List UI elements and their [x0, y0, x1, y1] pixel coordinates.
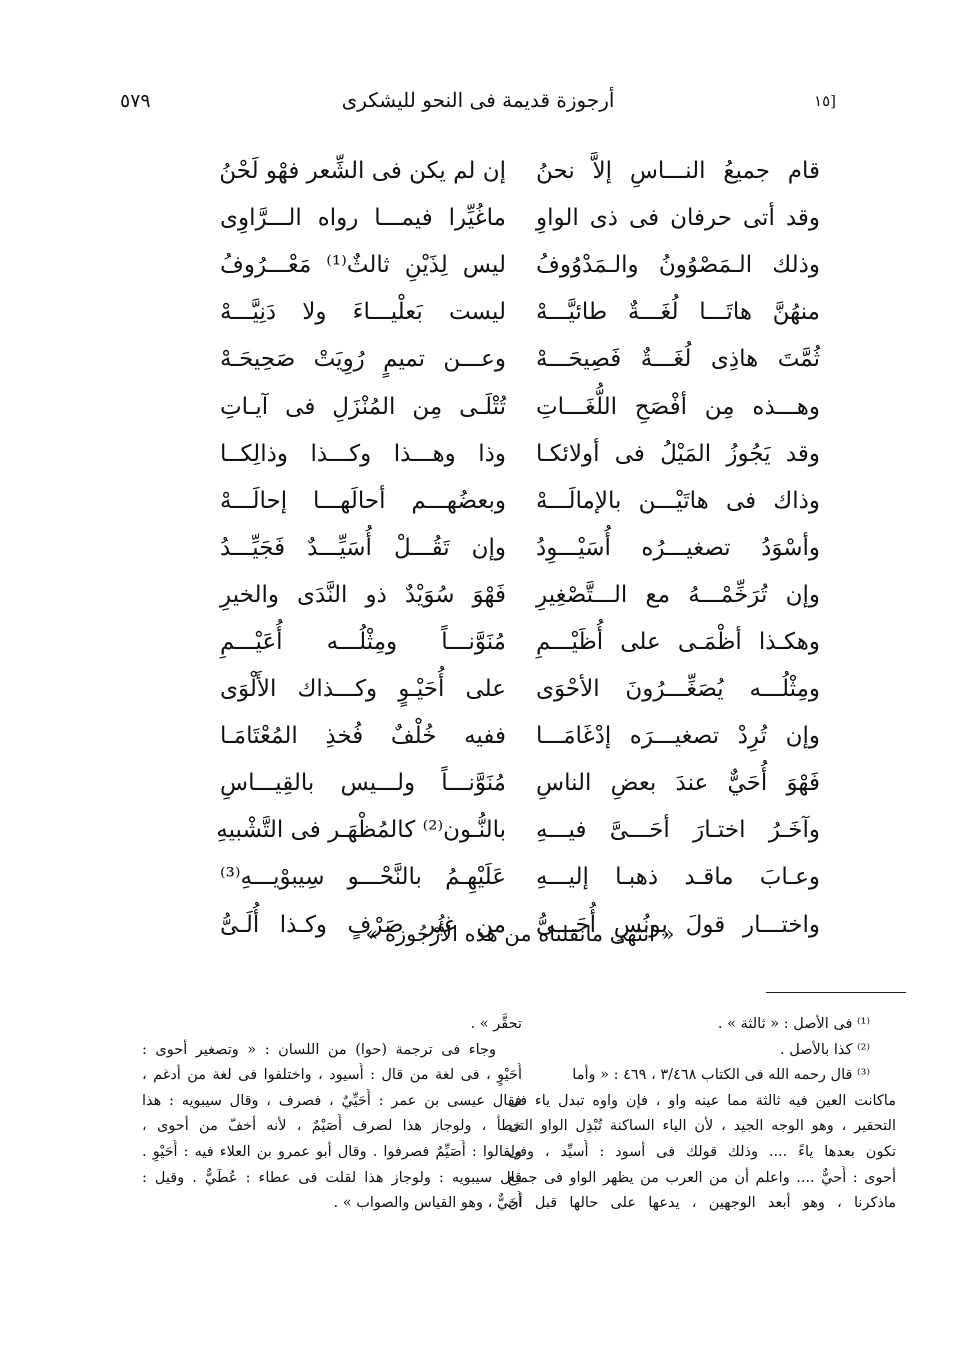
second-hemistich: من غير صَرْفٍ وكـذا أُلَـىُّ	[220, 911, 506, 938]
footnote-line: وجاء فى ترجمة (حوا) من اللسان : « وتصغير أحوى :	[142, 1041, 496, 1058]
running-header	[120, 88, 836, 118]
second-hemistich: تُتْلَـى مِن المُنْزَلِ فى آيـاتِ	[220, 393, 506, 420]
second-hemistich: وإن تَقُـــلْ أُسَيِّـــدٌ فَجَيِّـــدُ	[220, 534, 506, 561]
verse-row	[220, 289, 820, 336]
first-hemistich: واختـــار قولَ يونُسٍ أُحَـــىُّ	[536, 911, 820, 938]
first-hemistich: ومِثْلُـــه يُصَغِّـــرُونَ الأحْوَى	[536, 676, 820, 703]
footnote-line: أُحَيٌّ ، وهو القياس والصواب » .	[333, 1195, 522, 1212]
second-hemistich: إن لم يكن فى الشِّعر فهْو لَحْنُ	[219, 158, 506, 185]
verse-row	[220, 383, 820, 430]
second-hemistich: وبعضُهـــم أحالَهـــا إحالَـــهْ	[220, 487, 506, 514]
footnote-line: ماكانت العين فيه ثالثة مما عينه واو ، فإن واوه تبدل ياء فى	[508, 1092, 896, 1109]
first-hemistich: وإن تُرَخِّمْـــهُ مع الـــتَّصْغِيرِ	[536, 581, 820, 608]
first-hemistich: وآخَـرُ اختـارَ أحَـــىَّ فيـــهِ	[536, 817, 820, 844]
verse-row	[220, 195, 820, 242]
second-hemistich: ليست بَعلْيـــاءَ ولا دَنِيَّـــهْ	[220, 299, 506, 326]
footnote-line: التحقير ، وهو الوجه الجيد ، لأن الياء الساكنة تُبْدِل الواو التى	[508, 1118, 896, 1135]
footnote-line: ⁽¹⁾ فى الأصل : « ثالثة » .	[717, 1016, 870, 1032]
first-hemistich: فَهْوَ أُحَيٌّ عندَ بعضِ الناسِ	[536, 770, 820, 797]
poem-verses	[216, 148, 820, 949]
running-title: أرجوزة قديمة فى النحو لليشكرى	[341, 88, 615, 112]
footnote-line: تحقَّر » .	[470, 1016, 522, 1032]
verse-row	[220, 666, 820, 713]
footnote-line: ⁽³⁾ قال رحمه الله فى الكتاب ٣/٤٦٨ ، ٤٦٩ : « وأما	[572, 1067, 870, 1084]
verse-row	[220, 336, 820, 383]
footnote-line: ولقالوا : أُصَيِّمٌ فصرفوا . وقال أبو عمرو بن العلاء فيه : أُحَيْوِ .	[142, 1143, 522, 1160]
verse-row	[220, 242, 820, 289]
footnote-line: قال سيبويه : ولوجاز هذا لقلت فى عطاء : عُطَيٌّ . وقيل :	[142, 1169, 522, 1186]
verse-row	[220, 619, 820, 666]
verse-row	[220, 525, 820, 572]
second-hemistich: ليس لِذَيْنِ ثالثٌ⁽¹⁾ مَعْـــرُوفُ	[220, 252, 506, 279]
second-hemistich: وذا وهـــذا وكـــذا وذالِكــا	[220, 440, 506, 467]
verse-row	[216, 807, 820, 854]
first-hemistich: وقد أتى حرفان فى ذى الواوِ	[536, 205, 820, 232]
second-hemistich: فَهْوَ سُوَيْدٌ ذو النَّدَى والخيرِ	[220, 581, 506, 608]
footnotes-column-left	[142, 1012, 522, 1217]
first-hemistich: وإن تُرِدْ تصغيـــرَه إدْغَامَـــا	[536, 723, 820, 750]
second-hemistich: عَلَيْهِـمُ بالنَّحْـــو سِيبوْيـــهِ⁽³⁾	[220, 864, 506, 891]
footnote-line: تكون بعدها ياءً .... وذلك قولك فى أسود : أُسيِّد ، وفى	[508, 1143, 896, 1160]
footnote-line: خطأٌ ، ولوجاز هذا لصرف أُصَيْمٌ ، لأنه أخفّ من أحوى ،	[142, 1118, 522, 1135]
verse-row	[220, 478, 820, 525]
second-hemistich: على أُحَيْـوٍ وكـــذاك الأَلْوَى	[220, 676, 506, 703]
second-hemistich: وعـــن تميمٍ رُوِيَتْ صَحِيحَـهْ	[220, 346, 506, 373]
first-hemistich: وذلك الـمَصْوُونُ والـمَدْوُوفُ	[536, 252, 820, 279]
footnote-line: أحوى : أُحيٌّ .... واعلم أن من العرب من يظهر الواو فى جميع	[508, 1169, 896, 1186]
second-hemistich: ففيه خُلْفٌ فُخذِ المُعْتَامَـا	[220, 723, 506, 750]
first-hemistich: ثُمَّتَ هاذِى لُغَـــةٌ فَصِيحَـــهْ	[536, 346, 820, 373]
verse-row	[220, 572, 820, 619]
section-marker: [١٥	[814, 92, 836, 110]
verse-row	[220, 431, 820, 478]
first-hemistich: وهـــذه مِن أفْصَحِ اللُّغَـــاتِ	[536, 393, 820, 420]
first-hemistich: وقد يَجُوزُ المَيْلُ فى أولائكـا	[536, 440, 820, 467]
verse-row	[220, 854, 820, 901]
footnotes-column-right	[508, 1012, 896, 1217]
first-hemistich: منهُنَّ هاتَـــا لُغَـــةٌ طائيَّـــهْ	[536, 299, 820, 326]
page-number: ٥٧٩	[120, 90, 151, 112]
first-hemistich: وذاك فى هاتَيْـــن بالإمالَـــهْ	[536, 487, 820, 514]
second-hemistich: مُنَوَّنـــاً ولـــيس بالقِيـــاسِ	[220, 770, 506, 797]
footnote-line: ماذكرنا ، وهو أبعد الوجهين ، يدعها على حالها قبل أن	[508, 1195, 896, 1212]
footnote-line: فقال عيسى بن عمر : أُحَيِّيٌ ، فصرف ، وقال سيبويه : هذا	[142, 1092, 522, 1109]
closing-line: « انتهى مانقلناه من هذه الأُرْجُوزة »	[365, 922, 675, 946]
first-hemistich: وعـابَ ماقـد ذهبـا إليـــهِ	[536, 864, 820, 891]
first-hemistich: وهكـذا أظْمَـى على أُظَيْـــمِ	[536, 628, 820, 655]
second-hemistich: ماغُيِّرا فيمـــا رواه الـــرَّاوِى	[220, 205, 506, 232]
footnote-line: أُحَيْوٍ ، فى لغة من قال : أُسيود ، واختلفوا فى لغة من أدغم ،	[142, 1067, 522, 1084]
second-hemistich: بالنُّـون⁽²⁾ كالمُظْهَـر فى التَّشْبيهِ	[216, 817, 506, 844]
footnote-separator	[766, 992, 906, 993]
second-hemistich: مُنَوَّنـــاً ومِثْلُـــه أُعَيْـــمِ	[220, 628, 506, 655]
footnote-line: ⁽²⁾ كذا بالأصل .	[780, 1041, 870, 1058]
first-hemistich: وأسْوَدُ تصغيـــرُه أُسَيْـــوِدُ	[536, 534, 820, 561]
verse-row	[220, 148, 820, 195]
first-hemistich: قام جميعُ النـــاسِ إلاَّ نحنُ	[536, 158, 820, 185]
verse-row	[220, 713, 820, 760]
verse-row	[220, 760, 820, 807]
